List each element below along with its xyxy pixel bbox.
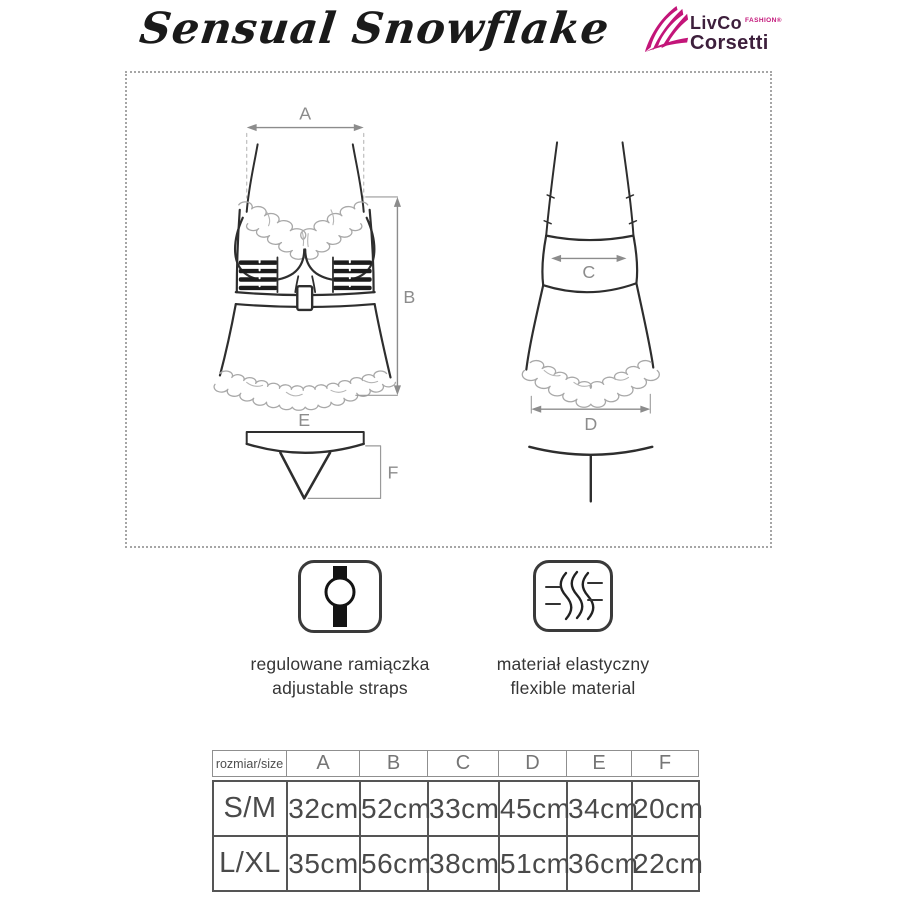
table-row-sm xyxy=(213,781,699,836)
dim-label-e: E xyxy=(298,410,311,431)
strap-ring-glyph xyxy=(325,577,356,608)
cell-lxl-c: 38cm xyxy=(428,836,499,891)
caption-line-pl: regulowane ramiączka xyxy=(250,654,430,674)
caption-flexible-material xyxy=(438,653,708,700)
caption-adjustable-straps xyxy=(205,653,475,700)
cell-lxl-b: 56cm xyxy=(360,836,428,891)
cell-sm-b: 52cm xyxy=(360,781,428,836)
caption-line-en: flexible material xyxy=(510,677,636,698)
page-title: Sensual Snowflake xyxy=(136,4,613,54)
flexible-material-icon xyxy=(533,560,613,632)
header-cell-c: C xyxy=(428,751,499,777)
cell-lxl-d: 51cm xyxy=(499,836,567,891)
brand-logo xyxy=(642,5,782,57)
cell-lxl-a: 35cm xyxy=(287,836,360,891)
size-table-header xyxy=(212,750,699,777)
header-cell-a: A xyxy=(287,751,360,777)
dim-label-b: B xyxy=(403,287,416,308)
dim-label-c: C xyxy=(582,262,596,283)
row-label-lxl: L/XL xyxy=(213,836,287,891)
brand-swoosh-icon xyxy=(642,5,690,57)
cell-sm-e: 34cm xyxy=(567,781,632,836)
table-header-row xyxy=(213,751,699,777)
adjustable-straps-icon xyxy=(298,560,382,633)
cell-sm-f: 20cm xyxy=(632,781,699,836)
logo-brand-name: LivCo xyxy=(690,13,743,33)
cell-lxl-f: 22cm xyxy=(632,836,699,891)
header-cell-b: B xyxy=(360,751,428,777)
measurement-diagram-panel xyxy=(125,71,772,548)
size-table-body xyxy=(212,780,704,892)
table-row-lxl xyxy=(213,836,699,891)
caption-line-pl: materiał elastyczny xyxy=(496,654,650,674)
dim-label-f: F xyxy=(387,462,399,483)
logo-fashion-label: FASHION® xyxy=(745,17,782,24)
row-label-sm: S/M xyxy=(213,781,287,836)
header-cell-size: rozmiar/size xyxy=(213,751,287,777)
dim-label-a: A xyxy=(299,103,312,124)
dim-label-d: D xyxy=(584,413,598,434)
header-cell-e: E xyxy=(567,751,632,777)
garment-technical-drawing xyxy=(127,73,770,546)
caption-line-en: adjustable straps xyxy=(272,677,408,698)
cell-sm-c: 33cm xyxy=(428,781,499,836)
header-cell-f: F xyxy=(632,751,699,777)
cell-sm-d: 45cm xyxy=(499,781,567,836)
cell-sm-a: 32cm xyxy=(287,781,360,836)
size-table xyxy=(212,750,704,892)
cell-lxl-e: 36cm xyxy=(567,836,632,891)
header-cell-d: D xyxy=(499,751,567,777)
logo-brand-name-2: Corsetti xyxy=(690,32,769,54)
elastic-waves-glyph xyxy=(536,563,610,629)
